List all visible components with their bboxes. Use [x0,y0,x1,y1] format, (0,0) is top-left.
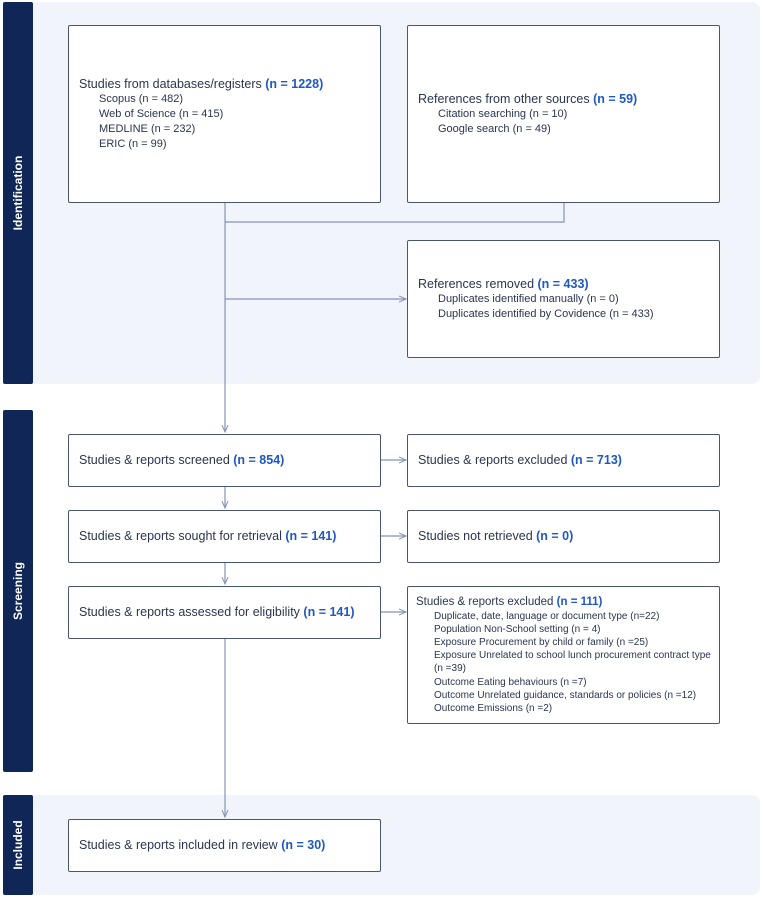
exclusion-reason: Population Non-School setting (n = 4) [434,623,601,635]
other-sources-item: Google search (n = 49) [438,123,551,136]
exclusion-reason: Outcome Unrelated guidance, standards or policies (n =12) [434,689,697,701]
other-sources-box [407,25,720,203]
included-stage-label: Included [3,795,33,895]
other-sources-heading: References from other sources (n = 59) [418,92,638,107]
included-review-box [68,819,381,872]
assessed-eligibility-heading: Studies & reports assessed for eligibility (n = 141) [79,605,355,620]
removed-item: Duplicates identified manually (n = 0) [438,293,619,306]
removed-item: Duplicates identified by Covidence (n = 433) [438,308,654,321]
exclusion-reason: Exposure Unrelated to school lunch procurement contract type (n =39) [434,650,711,675]
databases-registers-list [79,92,370,151]
excluded-full-text-list [416,610,711,716]
screened-heading: Studies & reports screened (n = 854) [79,453,285,468]
references-removed-box [407,240,720,358]
exclusion-reason: Exposure Procurement by child or family (n =25) [434,637,649,649]
not-retrieved-box [407,510,720,563]
databases-item: Web of Science (n = 415) [99,108,224,121]
identification-stage-label: Identification [3,2,33,384]
references-removed-heading: References removed (n = 433) [418,277,589,292]
sought-for-retrieval-box [68,510,381,563]
excluded-screening-box [407,434,720,487]
databases-item: ERIC (n = 99) [99,137,167,150]
excluded-full-text-heading: Studies & reports excluded (n = 111) [416,595,603,608]
screening-stage-label: Screening [3,410,33,772]
databases-item: MEDLINE (n = 232) [99,123,196,136]
references-removed-list [418,292,709,322]
assessed-eligibility-box [68,586,381,639]
exclusion-reason: Outcome Eating behaviours (n =7) [434,676,587,688]
databases-item: Scopus (n = 482) [99,93,184,106]
not-retrieved-heading: Studies not retrieved (n = 0) [418,529,574,544]
excluded-full-text-box [407,586,720,724]
other-sources-list [418,107,709,137]
databases-registers-heading: Studies from databases/registers (n = 1228) [79,77,324,92]
excluded-screening-heading: Studies & reports excluded (n = 713) [418,453,622,468]
other-sources-item: Citation searching (n = 10) [438,108,568,121]
exclusion-reason: Outcome Emissions (n =2) [434,703,553,715]
databases-registers-box [68,25,381,203]
exclusion-reason: Duplicate, date, language or document type (n=22) [434,610,660,622]
sought-for-retrieval-heading: Studies & reports sought for retrieval (n = 141) [79,529,337,544]
connector-other-sources-merge [225,202,564,222]
included-review-heading: Studies & reports included in review (n = 30) [79,838,326,853]
screened-box [68,434,381,487]
